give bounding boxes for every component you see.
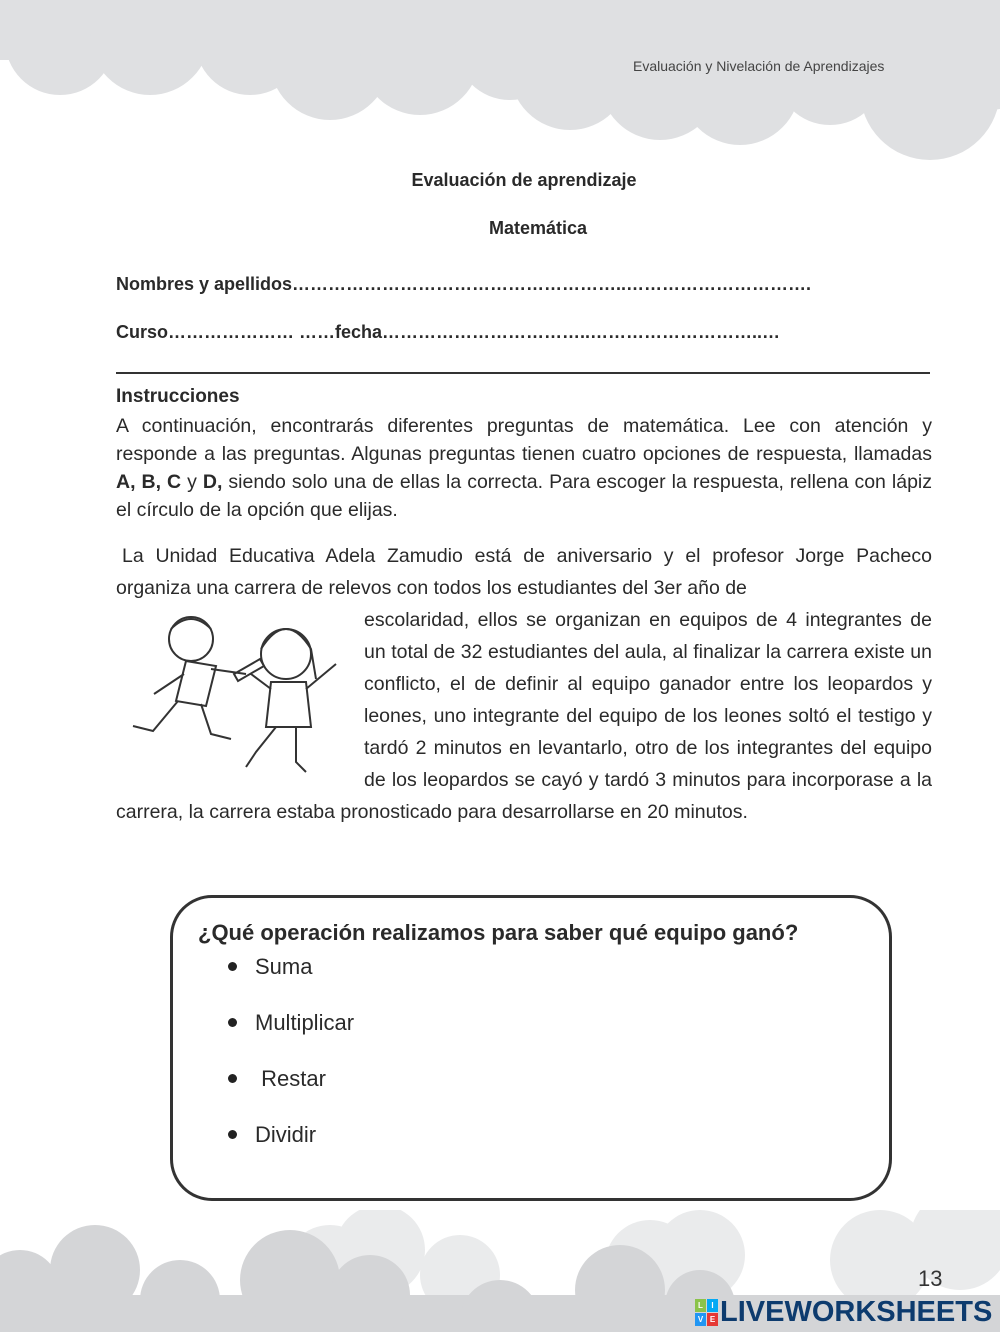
running-header: Evaluación y Nivelación de Aprendizajes (633, 58, 885, 74)
subject-title: Matemática (488, 218, 588, 238)
logo-squares-icon (695, 1299, 718, 1326)
logo-text: LIVEWORKSHEETS (720, 1295, 993, 1328)
clouds-top-decoration (0, 0, 1000, 170)
page-title: Evaluación de aprendizaje (411, 170, 637, 190)
bullet-icon (228, 1130, 237, 1139)
option-label: Dividir (255, 1122, 317, 1147)
story-body: escolaridad, ellos se organizan en equipos de 4 integrantes de un total de 32 estudiantes del aula, al finalizar la carrera existe un conflicto, el de definir al equipo ganador entre los leopardos y leones, uno integrante del equipo de los leones soltó el testigo y tardó 2 minutos en levantarlo, otro de los integrantes del equipo de los leopardos se cayó y tardó 3 minutos para incorporase a la carrera, la carrera estaba pronosticado para desarrollarse en 20 minutos. (116, 609, 932, 823)
instructions-options: A, B, C (116, 471, 182, 493)
bullet-icon (228, 1018, 237, 1027)
option-label: Restar (255, 1066, 326, 1091)
instructions-heading: Instrucciones (116, 386, 240, 407)
bullet-icon (228, 1074, 237, 1083)
instructions-part: A continuación, encontrarás diferentes preguntas de matemática. Lee con atención y responde a las preguntas. Algunas preguntas tienen cuatro opciones de respuesta, llamadas (116, 415, 932, 465)
instructions-option-d: D, (202, 471, 223, 493)
instructions-part: y (181, 471, 203, 493)
logo-letter: V (695, 1313, 706, 1326)
relay-children-illustration (116, 604, 361, 796)
names-field[interactable]: Nombres y apellidos………………………………………………..…………………………. (116, 274, 812, 294)
logo-letter: E (707, 1313, 718, 1326)
story-paragraph (116, 540, 932, 828)
logo-letter: I (707, 1299, 718, 1312)
story-intro: La Unidad Educativa Adela Zamudio está de aniversario y el profesor Jorge Pacheco organiza una carrera de relevos con todos los estudiantes del 3er año de (116, 545, 932, 599)
liveworksheets-logo[interactable] (695, 1296, 992, 1328)
option-dividir[interactable] (228, 1122, 316, 1148)
divider (116, 372, 930, 374)
option-multiplicar[interactable] (228, 1010, 354, 1036)
option-suma[interactable] (228, 954, 312, 980)
logo-letter: L (695, 1299, 706, 1312)
course-date-field[interactable]: Curso………………… ……fecha……………………………..………………………..… (116, 322, 781, 342)
page-number: 13 (918, 1266, 943, 1291)
instructions-text (116, 412, 932, 524)
option-restar[interactable] (228, 1066, 326, 1092)
bullet-icon (228, 962, 237, 971)
instructions-part: siendo solo una de ellas la correcta. Para escoger la respuesta, rellena con lápiz el círculo de la opción que elijas. (116, 471, 933, 521)
option-label: Suma (255, 954, 313, 979)
option-label: Multiplicar (255, 1010, 355, 1035)
question-text: ¿Qué operación realizamos para saber qué equipo ganó? (198, 920, 799, 945)
